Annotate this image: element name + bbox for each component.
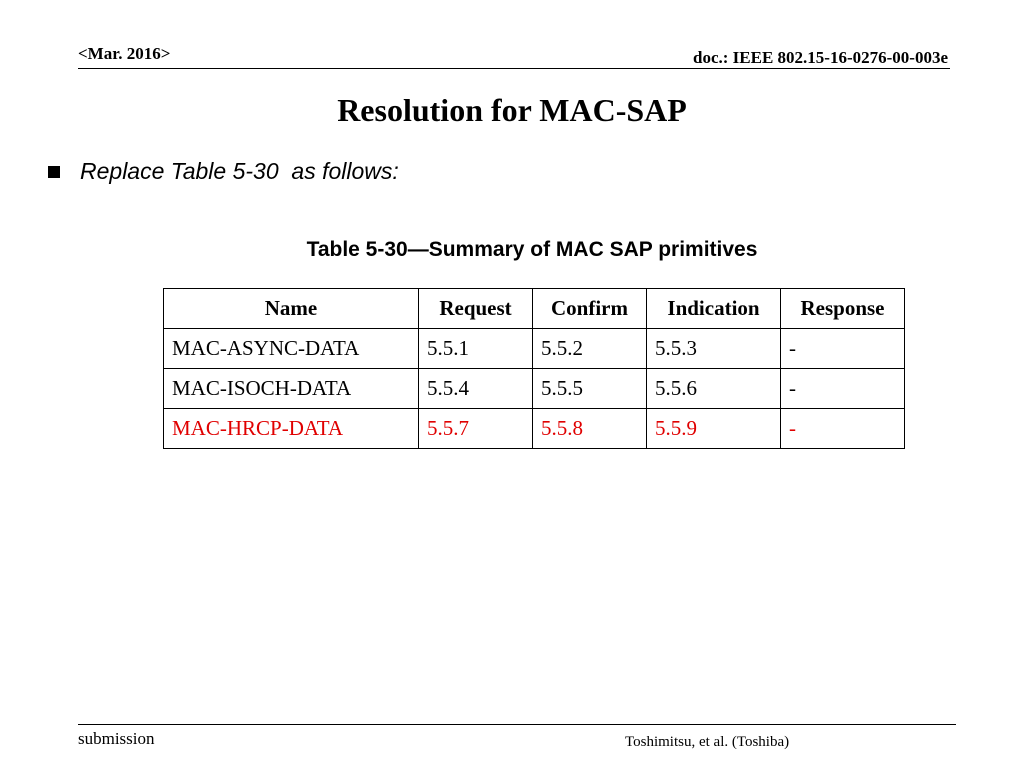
table-caption: Table 5-30—Summary of MAC SAP primitives [306, 238, 758, 261]
table-cell: - [781, 329, 905, 369]
table-cell: MAC-ASYNC-DATA [164, 329, 419, 369]
table-cell: 5.5.5 [533, 369, 647, 409]
bullet-text: Replace Table 5-30 as follows: [80, 158, 399, 184]
table-cell: 5.5.6 [647, 369, 781, 409]
table-row [164, 329, 905, 369]
column-header-indication: Indication [647, 289, 781, 329]
table-cell: - [781, 409, 905, 449]
bullet-item [48, 158, 399, 185]
table-cell: 5.5.7 [419, 409, 533, 449]
table-cell: 5.5.1 [419, 329, 533, 369]
footer-divider [78, 724, 956, 725]
table-cell: 5.5.4 [419, 369, 533, 409]
table-row [164, 369, 905, 409]
header-doc-id: doc.: IEEE 802.15-16-0276-00-003e [693, 48, 948, 67]
header-date: <Mar. 2016> [78, 44, 171, 63]
table-header-row [164, 289, 905, 329]
table-cell: 5.5.2 [533, 329, 647, 369]
column-header-request: Request [419, 289, 533, 329]
table-cell: MAC-ISOCH-DATA [164, 369, 419, 409]
footer-left-text: submission [78, 729, 155, 748]
slide-title: Resolution for MAC-SAP [337, 92, 687, 128]
header-divider [78, 68, 950, 69]
table-cell: 5.5.3 [647, 329, 781, 369]
table-cell: - [781, 369, 905, 409]
square-bullet-icon [48, 166, 60, 178]
footer-author: Toshimitsu, et al. (Toshiba) [625, 734, 790, 750]
mac-sap-primitives-table [163, 288, 905, 449]
table-cell: 5.5.9 [647, 409, 781, 449]
table-cell: MAC-HRCP-DATA [164, 409, 419, 449]
table-row-highlighted [164, 409, 905, 449]
column-header-name: Name [164, 289, 419, 329]
table-cell: 5.5.8 [533, 409, 647, 449]
column-header-response: Response [781, 289, 905, 329]
column-header-confirm: Confirm [533, 289, 647, 329]
